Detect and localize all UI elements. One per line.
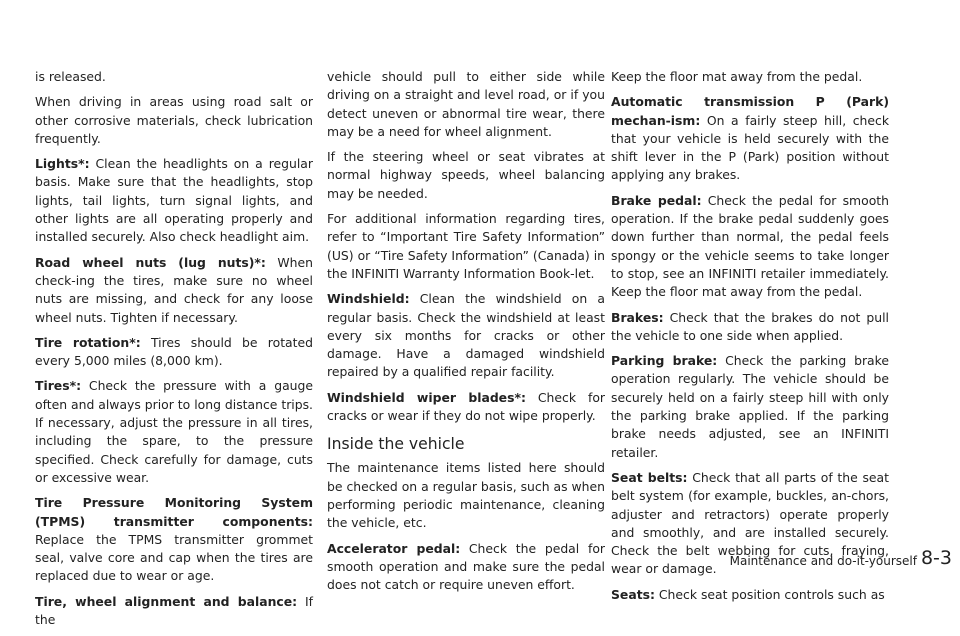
paragraph-text: On a fairly steep hill, check that your vehicle is held securely with the shift lever in the P (Park) position without applying any brakes. <box>611 112 889 183</box>
paragraph <box>35 93 313 148</box>
text-column-1 <box>35 68 313 636</box>
paragraph-text: vehicle should pull to either side while driving on a straight and level road, or if you detect uneven or abnormal tire wear, there may be a need for wheel alignment. <box>327 69 605 139</box>
paragraph-term: Brakes: <box>611 309 664 325</box>
paragraph-term: Road wheel nuts (lug nuts)*: <box>35 254 266 270</box>
paragraph <box>35 593 313 630</box>
paragraph-text: Check that all parts of the seat belt system (for example, buckles, an-chors, adjuster and retractors) operate properly and smoothly, and are installed securely. Check the belt webbing for cuts, fraying, wear or damage. <box>611 469 890 577</box>
paragraph-term: Accelerator pedal: <box>327 540 461 556</box>
paragraph <box>35 68 313 86</box>
paragraph-text: When check-ing the tires, make sure no wheel nuts are missing, and check for any loose wheel nuts. Tighten if necessary. <box>35 254 313 325</box>
paragraph <box>611 309 889 346</box>
paragraph <box>611 192 889 302</box>
paragraph <box>611 93 889 184</box>
paragraph-term: Windshield wiper blades*: <box>327 389 526 405</box>
paragraph-text: Check the pedal for smooth operation. If the brake pedal suddenly goes down further than normal, the pedal feels spongy or the vehicle seems to take longer to stop, see an INFINITI retailer immediately. Keep the floor mat away from the pedal. <box>611 192 889 300</box>
paragraph <box>35 155 313 246</box>
paragraph-text: The maintenance items listed here should be checked on a regular basis, such as when performing periodic maintenance, cleaning the vehicle, etc. <box>327 460 605 531</box>
paragraph-term: Lights*: <box>35 156 90 172</box>
paragraph <box>327 290 605 381</box>
paragraph <box>35 334 313 371</box>
page-footer <box>730 545 952 569</box>
paragraph <box>611 586 889 604</box>
paragraph-term: Seats: <box>611 586 655 602</box>
paragraph-term: Seat belts: <box>611 469 688 485</box>
paragraph <box>327 210 605 283</box>
text-column-3 <box>611 68 889 611</box>
paragraph-term: Parking brake: <box>611 353 718 369</box>
paragraph-text: Check that the brakes do not pull the vehicle to one side when applied. <box>611 309 889 343</box>
paragraph <box>327 540 605 595</box>
paragraph-text: Check the parking brake operation regularly. The vehicle should be securely held on a fairly steep hill with only the parking brake applied. If the parking brake needs adjusted, see an INFINITI retailer. <box>611 353 889 460</box>
paragraph-text: Check the pedal for smooth operation and make sure the pedal does not catch or require uneven effort. <box>327 540 605 593</box>
paragraph-text: Check seat position controls such as <box>654 586 885 602</box>
paragraph <box>35 377 313 487</box>
paragraph-text: Clean the headlights on a regular basis. Make sure that the headlights, stop lights, tail lights, turn signal lights, and other lights are all operating properly and installed securely. Also check headlight aim. <box>35 156 313 245</box>
footer-page-number: 8-3 <box>920 547 952 569</box>
paragraph-text: Keep the floor mat away from the pedal. <box>611 69 863 84</box>
paragraph <box>327 459 605 532</box>
paragraph-term: Automatic transmission P (Park) mechan-ism: <box>611 94 889 128</box>
paragraph-text: Check for cracks or wear if they do not wipe properly. <box>327 389 605 424</box>
paragraph <box>327 68 605 141</box>
paragraph-text: Clean the windshield on a regular basis. Check the windshield at least every six months for cracks or other damage. Have a damaged windshield repaired by a qualified repair facility. <box>327 291 605 380</box>
paragraph <box>35 494 313 585</box>
paragraph-text: If the steering wheel or seat vibrates at normal highway speeds, wheel balancing may be needed. <box>327 149 605 201</box>
paragraph-text: For additional information regarding tires, refer to “Important Tire Safety Information” (US) or “Tire Safety Information” (Canada) in the INFINITI Warranty Information Book-let. <box>327 211 605 281</box>
paragraph-term: Windshield: <box>327 291 410 307</box>
paragraph <box>327 389 605 426</box>
paragraph-text: is released. <box>35 69 106 84</box>
paragraph-text: If the <box>35 593 313 628</box>
paragraph <box>611 352 889 462</box>
footer-chapter-title: Maintenance and do-it-yourself <box>729 554 917 568</box>
section-heading: Inside the vehicle <box>327 435 465 454</box>
paragraph-text: Replace the TPMS transmitter grommet seal, valve core and cap when the tires are replaced due to wear or age. <box>35 531 313 584</box>
paragraph <box>35 254 313 327</box>
paragraph <box>611 68 889 86</box>
paragraph-term: Tire, wheel alignment and balance: <box>35 593 298 609</box>
paragraph-text: When driving in areas using road salt or other corrosive materials, check lubrication frequently. <box>35 94 313 146</box>
paragraph-text: Tires should be rotated every 5,000 miles (8,000 km). <box>35 334 314 369</box>
paragraph <box>327 148 605 203</box>
paragraph-term: Tire Pressure Monitoring System (TPMS) transmitter components: <box>35 495 313 529</box>
text-column-2 <box>327 68 605 601</box>
paragraph-term: Tire rotation*: <box>35 334 141 350</box>
paragraph-text: Check the pressure with a gauge often and always prior to long distance trips. If necessary, adjust the pressure in all tires, including the spare, to the pressure specified. Check carefully for damage, cuts or excessive wear. <box>35 378 313 485</box>
paragraph-term: Tires*: <box>35 378 82 394</box>
paragraph-term: Brake pedal: <box>611 192 702 208</box>
